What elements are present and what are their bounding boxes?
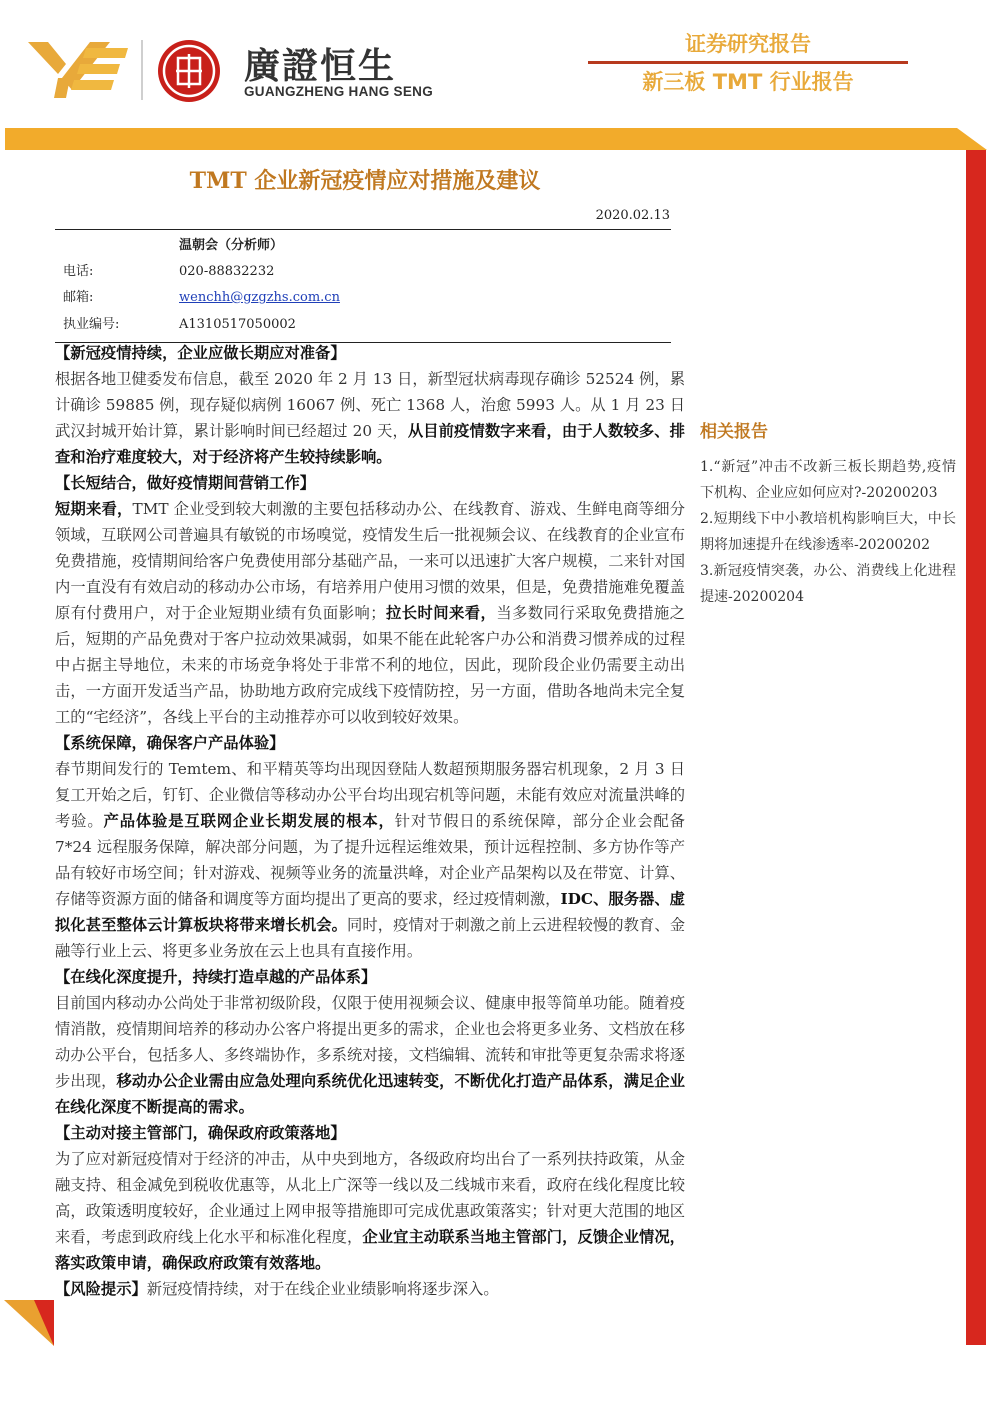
paragraph-text: 同时，疫情对于刺激之前上云进程较慢的教育、金融等行业上云、将更多业务放在云上也具有直接作用。: [55, 916, 685, 960]
section-heading: 【主动对接主管部门，确保政府政策落地】: [55, 1124, 346, 1142]
paragraph-text: 根据各地卫健委发布信息，截至 2020 年 2 月 13 日，新型冠状病毒现存确诊 52524 例，累计确诊 59885 例，现存疑似病例 16067 例、死亡 1368 人，治愈 5993 人。从 1 月 23 日武汉封城开始计算，累计影响时间已经超过 20 天，: [55, 370, 685, 440]
section-heading: 【系统保障，确保客户产品体验】: [55, 734, 285, 752]
section-paragraph: [55, 990, 685, 1120]
decorative-corner-triangle: [4, 1300, 54, 1346]
ye-logo-icon: [28, 38, 128, 100]
section-heading: 【在线化深度提升，持续打造卓越的产品体系】: [55, 968, 377, 986]
decorative-gold-band: [5, 128, 987, 150]
paragraph-text: 春节期间发行的 Temtem、和平精英等均出现因登陆人数超预期服务器宕机现象，2 月 3 日复工开始之后，钉钉、企业微信等移动办公平台均出现宕机等问题，未能有效应对流量洪峰的考验。: [55, 760, 685, 830]
section-paragraph: [55, 1146, 685, 1276]
report-body: [55, 340, 685, 1302]
email-link[interactable]: wenchh@gzgzhs.com.cn: [179, 290, 340, 305]
paragraph-text: 为了应对新冠疫情对于经济的冲击，从中央到地方，各级政府均出台了一系列扶持政策，从金融支持、租金减免到税收优惠等，从北上广深等一线以及二线城市来看，政府在线化程度比较高，政策透明度较好，企业通过上网申报等措施即可完成优惠政策落实；针对更大范围的地区来看，考虑到政府线上化水平和标准化程度，: [55, 1150, 685, 1246]
section-paragraph: [55, 496, 685, 730]
paragraph-emphasis: IDC、服务器、虚拟化甚至整体云计算板块将带来增长机会。: [55, 890, 685, 934]
section-heading: 【新冠疫情持续，企业应做长期应对准备】: [55, 344, 346, 362]
report-type: 新三板 TMT 行业报告: [642, 70, 854, 94]
report-type-header: [588, 30, 908, 96]
license-label: 执业编号:: [63, 317, 120, 332]
paragraph-emphasis: 企业宜主动联系当地主管部门，反馈企业情况，落实政策申请，确保政府政策有效落地。: [55, 1228, 685, 1272]
paragraph-text: 针对节假日的系统保障，部分企业会配备 7*24 远程服务保障，解决部分问题，为了提升远程运维效果，预计远程控制、多方协作等产品有较好市场空间；针对游戏、视频等业务的流量洪峰，对企业产品架构以及在带宽、计算、存储等资源方面的储备和调度等方面均提出了更高的要求，经过疫情刺激，: [55, 812, 685, 908]
decorative-red-bar: [966, 150, 986, 1345]
phone-value: 020-88832232: [179, 264, 275, 279]
risk-text: 新冠疫情持续，对于在线企业业绩影响将逐步深入。: [146, 1280, 499, 1298]
analyst-name-row: [55, 236, 671, 256]
paragraph-emphasis: 短期来看，: [55, 500, 133, 518]
risk-label: 【风险提示】: [55, 1280, 147, 1298]
paragraph-emphasis: 从目前疫情数字来看，由于人数较多、排查和治疗难度较大，对于经济将产生较持续影响。: [55, 422, 685, 466]
header-rule: [588, 61, 908, 64]
related-reports-list: [700, 454, 956, 610]
brand-name-cn: 廣證恒生: [244, 46, 397, 87]
brand-name-en: GUANGZHENG HANG SENG: [244, 84, 434, 99]
related-report-item[interactable]: 1.“新冠”冲击不改新三板长期趋势,疫情下机构、企业应如何应对?-20200203: [700, 459, 956, 501]
section-heading: 【长短结合，做好疫情期间营销工作】: [55, 474, 316, 492]
related-reports-title: 相关报告: [700, 422, 768, 442]
email-label: 邮箱:: [63, 290, 94, 305]
analyst-info: [55, 229, 671, 343]
paragraph-emphasis: 拉长时间来看，: [385, 604, 497, 622]
paragraph-emphasis: 移动办公企业需由应急处理向系统优化迅速转变，不断优化打造产品体系，满足企业在线化深度不断提高的需求。: [55, 1072, 685, 1116]
paragraph-emphasis: 产品体验是互联网企业长期发展的根本，: [103, 812, 395, 830]
analyst-name: 温朝会（分析师）: [179, 238, 284, 253]
section-paragraph: [55, 756, 685, 964]
related-report-item[interactable]: 3.新冠疫情突袭，办公、消费线上化进程提速-20200204: [700, 563, 956, 605]
section-paragraph: [55, 366, 685, 470]
paragraph-text: TMT 企业受到较大刺激的主要包括移动办公、在线教育、游戏、生鲜电商等细分领域，互联网公司普遍具有敏锐的市场嗅觉，疫情发生后一批视频会议、在线教育的企业宣布免费措施，疫情期间给客户免费使用部分基础产品，一来可以迅速扩大客户规模，二来针对国内一直没有有效启动的移动办公市场，有培养用户使用习惯的效果，但是，免费措施难免覆盖原有付费用户，对于企业短期业绩有负面影响；: [55, 500, 685, 622]
paragraph-text: 目前国内移动办公尚处于非常初级阶段，仅限于使用视频会议、健康申报等简单功能。随着疫情消散，疫情期间培养的移动办公客户将提出更多的需求，企业也会将更多业务、文档放在移动办公平台，包括多人、多终端协作，多系统对接，文档编辑、流转和审批等更复杂需求将逐步出现，: [55, 994, 685, 1090]
license-value: A1310517050002: [179, 317, 296, 332]
report-category: 证券研究报告: [685, 32, 811, 56]
paragraph-text: 当多数同行采取免费措施之后，短期的产品免费对于客户拉动效果减弱，如果不能在此轮客户办公和消费习惯养成的过程中占据主导地位，未来的市场竞争将处于非常不利的地位，因此，现阶段企业仍需要主动出击，一方面开发适当产品，协助地方政府完成线下疫情防控，另一方面，借助各地尚未完全复工的“宅经济”，各线上平台的主动推荐亦可以收到较好效果。: [55, 604, 685, 726]
phone-row: [55, 262, 671, 282]
phone-label: 电话:: [63, 264, 94, 279]
hang-seng-seal-icon: [156, 38, 222, 104]
license-row: [55, 315, 671, 335]
related-report-item[interactable]: 2.短期线下中小教培机构影响巨大，中长期将加速提升在线渗透率-20200202: [700, 511, 956, 553]
report-title: TMT 企业新冠疫情应对措施及建议: [189, 168, 541, 194]
report-date: 2020.02.13: [595, 208, 670, 223]
risk-warning: [55, 1276, 685, 1302]
email-row: [55, 288, 671, 308]
logo-divider: [141, 40, 143, 100]
